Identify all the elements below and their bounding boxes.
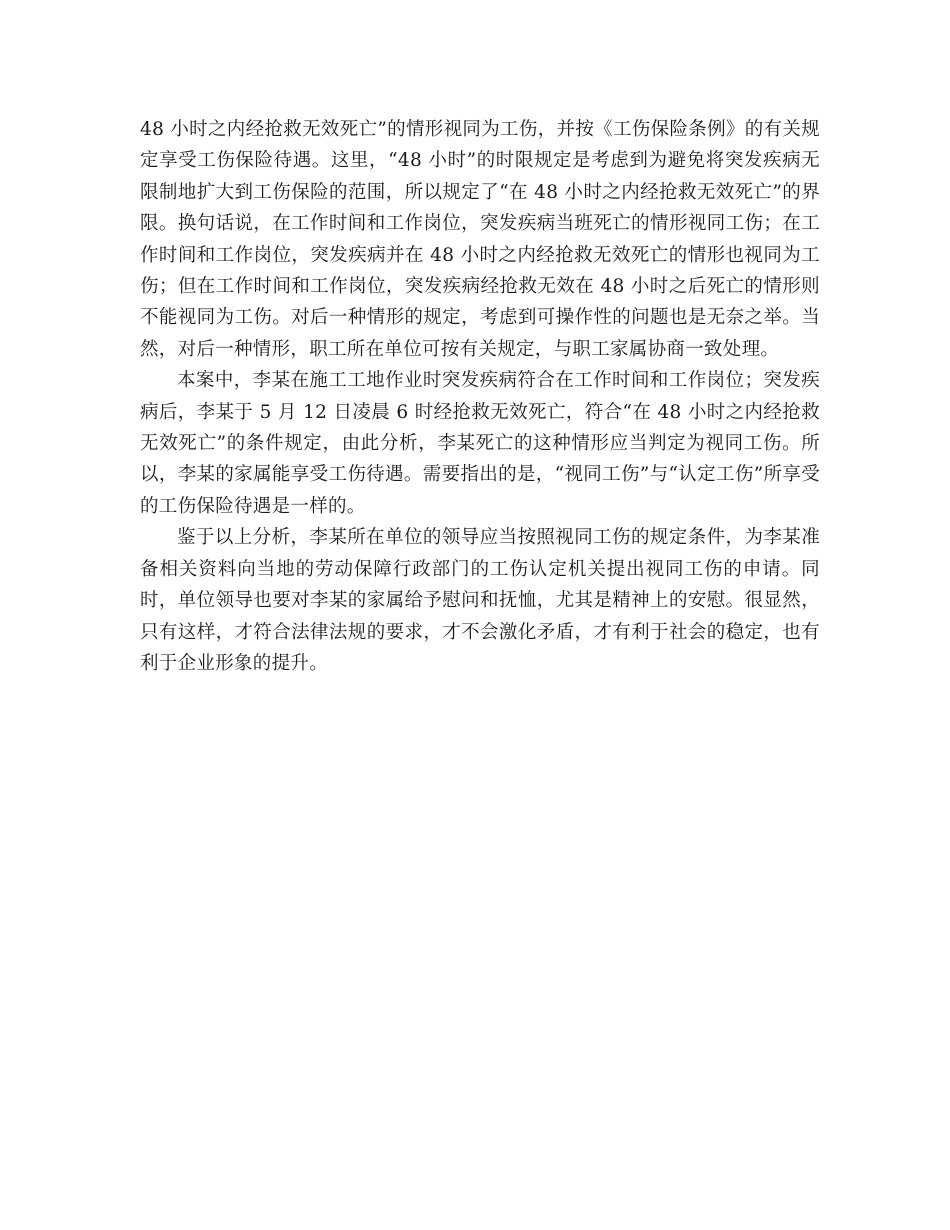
document-body bbox=[140, 114, 820, 679]
paragraph-case-analysis: 本案中，李某在施工工地作业时突发疾病符合在工作时间和工作岗位；突发疾病后，李某于 5 月 12 日凌晨 6 时经抢救无效死亡，符合“在 48 小时之内经抢救无效死亡”的条件规定，由此分析，李某死亡的这种情形应当判定为视同工伤。所以，李某的家属能享受工伤待遇。需要指出的是，“视同工伤”与“认定工伤”所享受的工伤保险待遇是一样的。 bbox=[140, 370, 820, 517]
paragraph-conclusion: 鉴于以上分析，李某所在单位的领导应当按照视同工伤的规定条件，为李某准备相关资料向当地的劳动保障行政部门的工伤认定机关提出视同工伤的申请。同时，单位领导也要对李某的家属给予慰问和抚恤，尤其是精神上的安慰。很显然，只有这样，才符合法律法规的要求，才不会激化矛盾，才有利于社会的稳定，也有利于企业形象的提升。 bbox=[140, 527, 820, 674]
paragraph-continuation: 48 小时之内经抢救无效死亡”的情形视同为工伤，并按《工伤保险条例》的有关规定享受工伤保险待遇。这里，“48 小时”的时限规定是考虑到为避免将突发疾病无限制地扩大到工伤保险的范围，所以规定了“在 48 小时之内经抢救无效死亡”的界限。换句话说，在工作时间和工作岗位，突发疾病当班死亡的情形视同工伤；在工作时间和工作岗位，突发疾病并在 48 小时之内经抢救无效死亡的情形也视同为工伤；但在工作时间和工作岗位，突发疾病经抢救无效在 48 小时之后死亡的情形则不能视同为工伤。对后一种情形的规定，考虑到可操作性的问题也是无奈之举。当然，对后一种情形，职工所在单位可按有关规定，与职工家属协商一致处理。 bbox=[140, 119, 820, 360]
